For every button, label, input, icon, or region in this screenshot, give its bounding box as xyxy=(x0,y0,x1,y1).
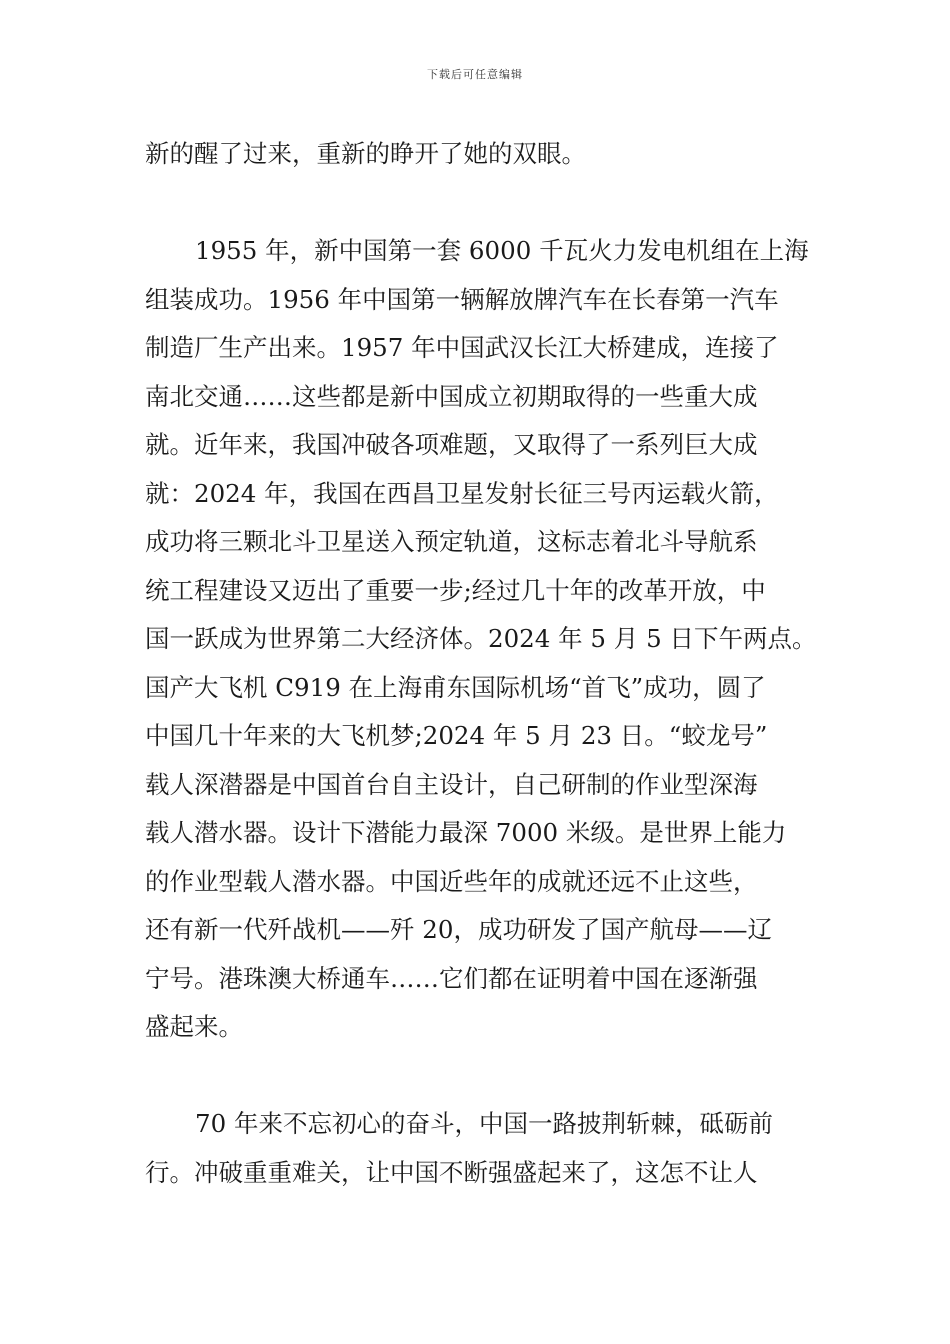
text-line: 就：2024 年，我国在西昌卫星发射长征三号丙运载火箭， xyxy=(145,478,779,508)
text-line: 1955 年，新中国第一套 6000 千瓦火力发电机组在上海 xyxy=(195,236,809,265)
text-line: 就。近年来，我国冲破各项难题，又取得了一系列巨大成 xyxy=(145,430,758,459)
text-line: 统工程建设又迈出了重要一步;经过几十年的改革开放，中 xyxy=(145,575,766,605)
paragraph xyxy=(145,130,825,179)
text-line: 新的醒了过来，重新的睁开了她的双眼。 xyxy=(145,139,586,168)
text-line: 还有新一代歼战机——歼 20，成功研发了国产航母——辽 xyxy=(145,915,772,944)
text-line: 成功将三颗北斗卫星送入预定轨道，这标志着北斗导航系 xyxy=(145,527,758,556)
text-line: 的作业型载人潜水器。中国近些年的成就还远不止这些， xyxy=(145,866,758,896)
text-line: 宁号。港珠澳大桥通车……它们都在证明着中国在逐渐强 xyxy=(145,963,758,993)
text-line: 载人潜水器。设计下潜能力最深 7000 米级。是世界上能力 xyxy=(145,818,787,847)
paragraph xyxy=(145,1100,825,1197)
text-line: 70 年来不忘初心的奋斗，中国一路披荆斩棘，砥砺前 xyxy=(195,1109,773,1138)
text-line: 盛起来。 xyxy=(145,1012,243,1041)
text-line: 组装成功。1956 年中国第一辆解放牌汽车在长春第一汽车 xyxy=(145,284,779,314)
text-line: 国产大飞机 C919 在上海甫东国际机场“首飞”成功，圆了 xyxy=(145,672,766,702)
text-line: 中国几十年来的大飞机梦;2024 年 5 月 23 日。“蛟龙号” xyxy=(145,721,768,750)
paragraph-gap xyxy=(145,1052,825,1101)
text-line: 载人深潜器是中国首台自主设计，自己研制的作业型深海 xyxy=(145,769,758,799)
text-line: 国一跃成为世界第二大经济体。2024 年 5 月 5 日下午两点。 xyxy=(145,624,817,653)
text-line: 行。冲破重重难关，让中国不断强盛起来了，这怎不让人 xyxy=(145,1157,758,1187)
page-header: 下载后可任意编辑 xyxy=(427,68,523,81)
paragraph-gap xyxy=(145,179,825,228)
document-body xyxy=(145,130,825,1197)
paragraph xyxy=(145,227,825,1052)
text-line: 南北交通……这些都是新中国成立初期取得的一些重大成 xyxy=(145,381,758,411)
text-line: 制造厂生产出来。1957 年中国武汉长江大桥建成，连接了 xyxy=(145,333,779,362)
